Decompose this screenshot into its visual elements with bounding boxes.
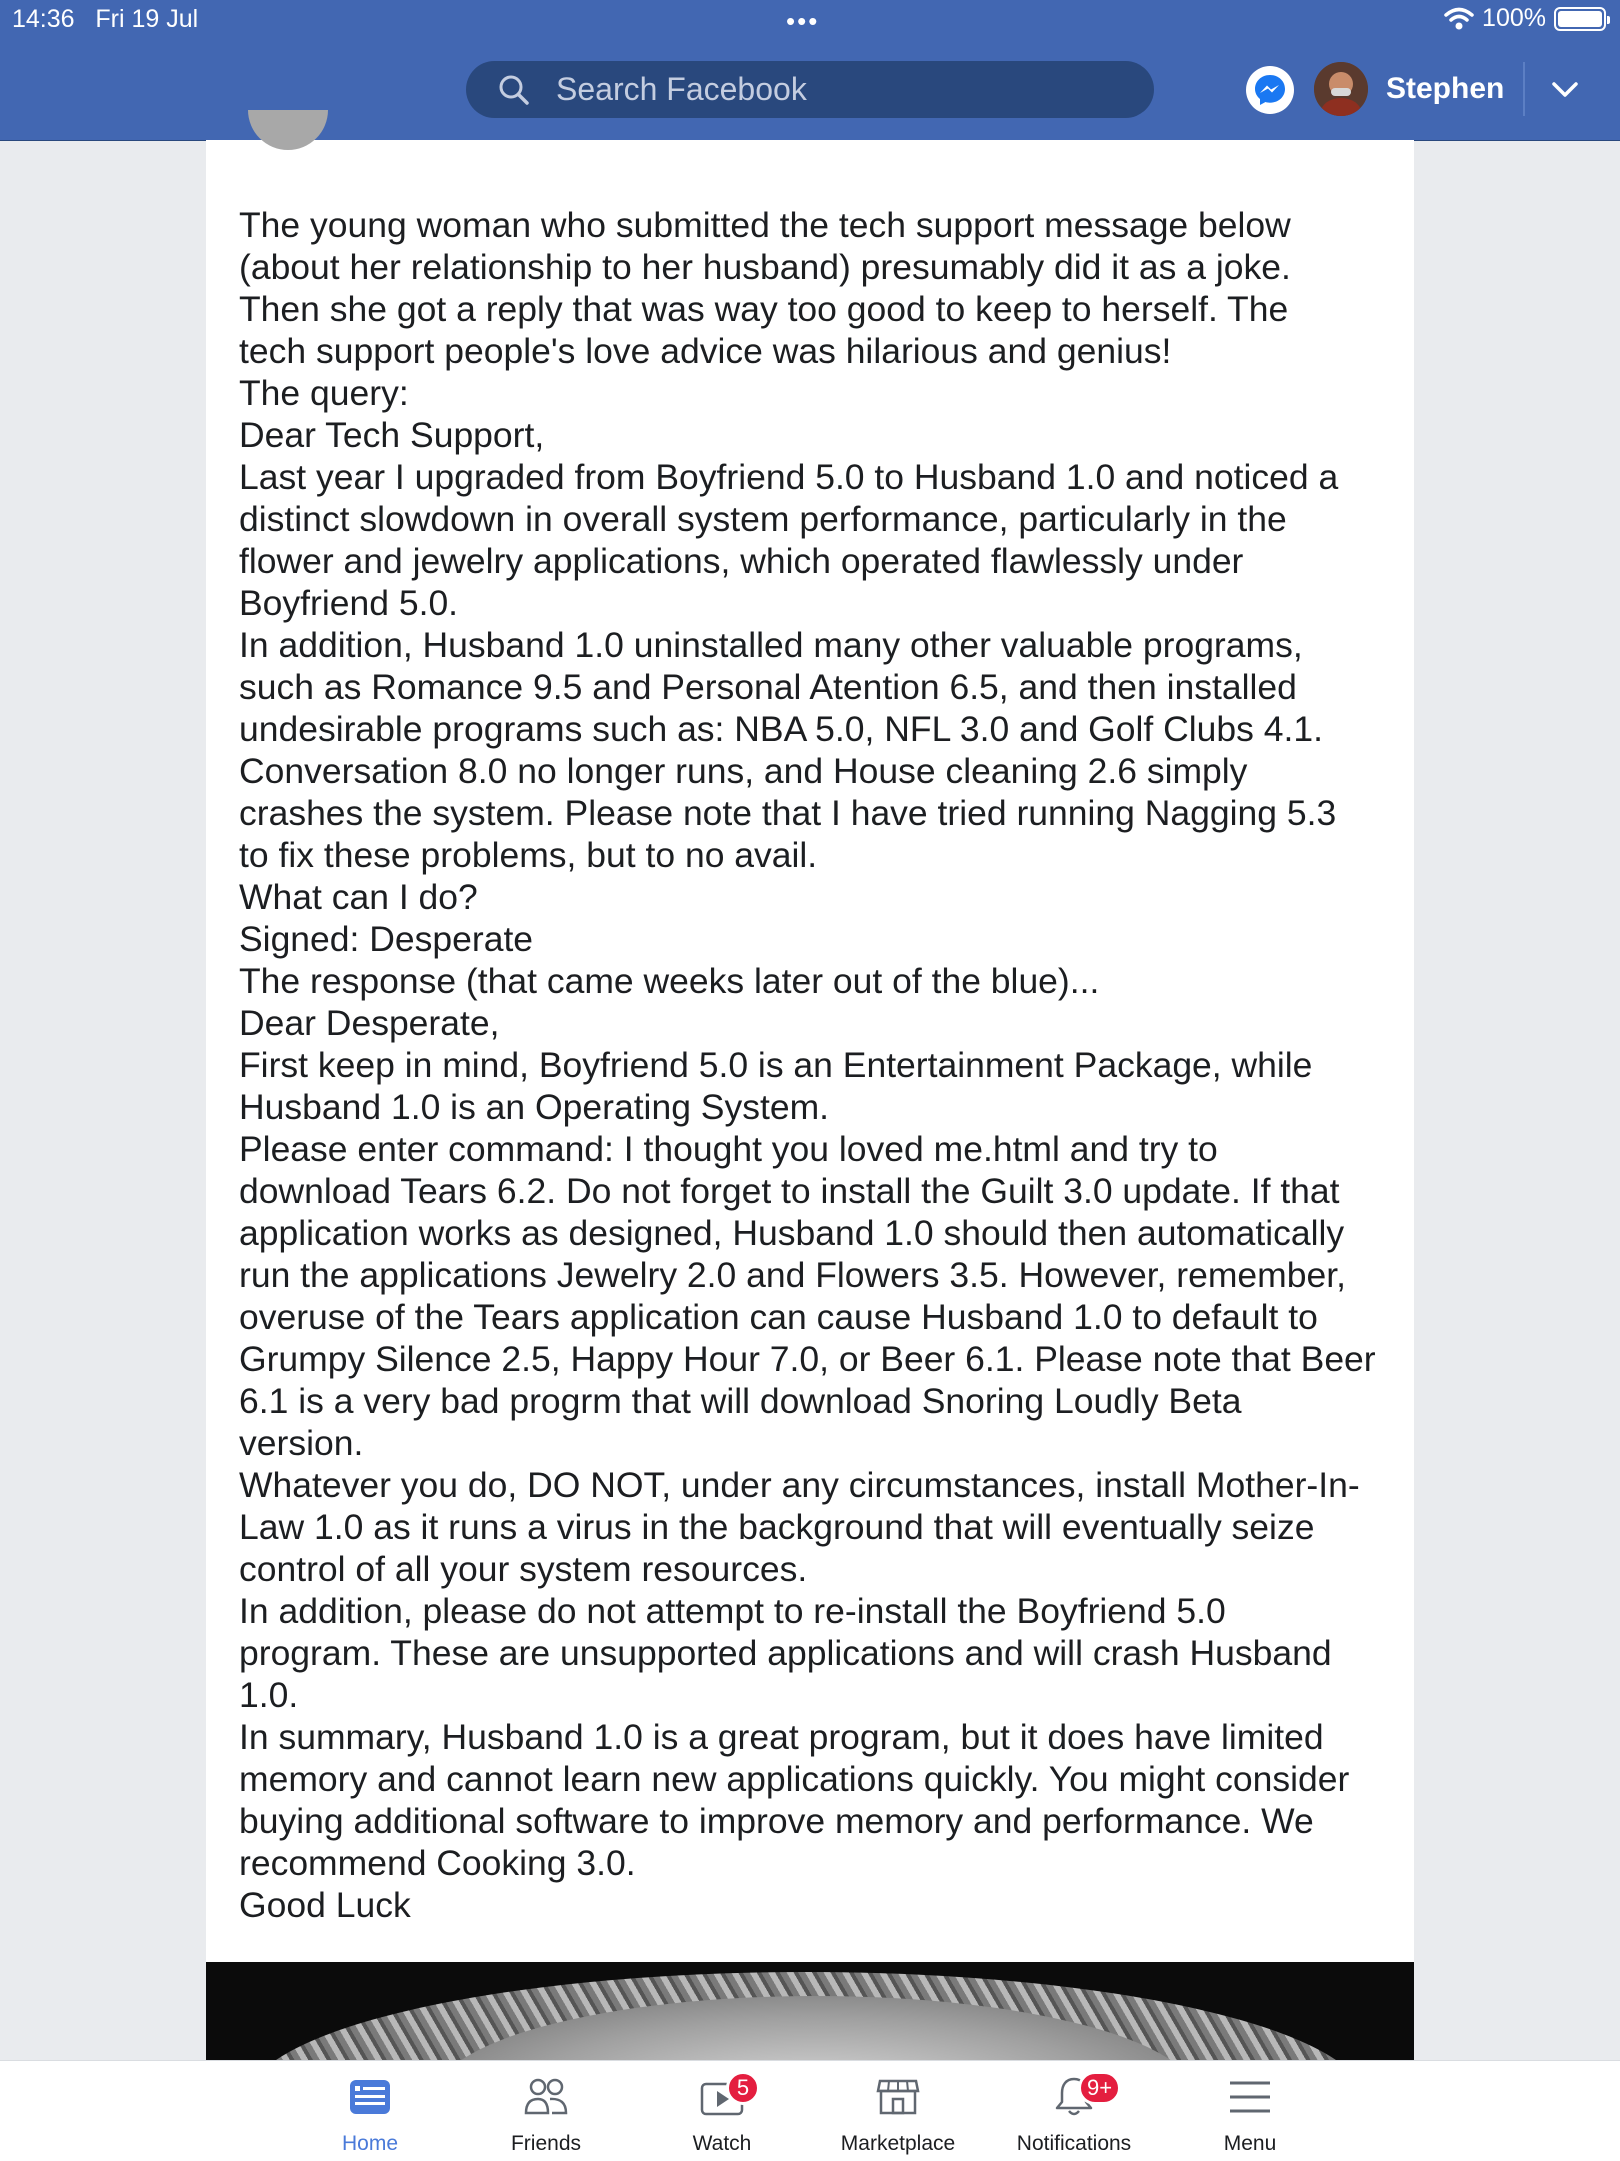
- bottom-tab-bar: [0, 2060, 1620, 2161]
- post-text-line: Conversation 8.0 no longer runs, and House cleaning 2.6 simply: [239, 751, 1248, 791]
- post-text: [239, 162, 1389, 2062]
- tab-home[interactable]: [282, 2061, 458, 2161]
- post-author-avatar[interactable]: [248, 110, 328, 150]
- post-text-line: recommend Cooking 3.0.: [239, 1843, 636, 1883]
- status-right: [1444, 4, 1606, 33]
- tab-friends[interactable]: [458, 2061, 634, 2161]
- tab-marketplace[interactable]: [810, 2061, 986, 2161]
- status-bar: [0, 0, 1620, 40]
- watch-badge: 5: [726, 2071, 760, 2105]
- post-text-line: Whatever you do, DO NOT, under any circumstances, install Mother-In-: [239, 1465, 1360, 1505]
- post-text-line: distinct slowdown in overall system performance, particularly in the: [239, 499, 1287, 539]
- username-link[interactable]: Stephen: [1386, 72, 1505, 105]
- tab-label: Notifications: [1016, 2132, 1132, 2155]
- post-text-line: such as Romance 9.5 and Personal Atention 6.5, and then installed: [239, 667, 1297, 707]
- status-date: Fri 19 Jul: [95, 5, 199, 33]
- post-text-line: program. These are unsupported applications and will crash Husband: [239, 1633, 1332, 1673]
- marketplace-icon: [876, 2075, 920, 2119]
- tab-menu[interactable]: [1162, 2061, 1338, 2161]
- post-photo[interactable]: [206, 1962, 1414, 2060]
- multitask-dots[interactable]: •••: [786, 6, 820, 36]
- search-bar[interactable]: [466, 61, 1154, 118]
- battery-icon: [1554, 7, 1606, 31]
- post-text-line: Good Luck: [239, 1885, 411, 1925]
- header-divider: [1523, 62, 1525, 116]
- search-input[interactable]: [554, 70, 1118, 109]
- post-text-line: Then she got a reply that was way too good to keep to herself. The: [239, 289, 1289, 329]
- post-text-line: crashes the system. Please note that I have tried running Nagging 5.3: [239, 793, 1337, 833]
- battery-percent: 100%: [1482, 4, 1546, 32]
- post-text-line: Husband 1.0 is an Operating System.: [239, 1087, 830, 1127]
- messenger-icon: [1252, 72, 1288, 108]
- post-text-line: Boyfriend 5.0.: [239, 583, 459, 623]
- post-text-line: In addition, please do not attempt to re-install the Boyfriend 5.0: [239, 1591, 1226, 1631]
- post-text-line: The young woman who submitted the tech support message below: [239, 205, 1291, 245]
- tab-notifications[interactable]: [986, 2061, 1162, 2161]
- post-body: [239, 204, 1389, 1926]
- post-text-line: First keep in mind, Boyfriend 5.0 is an Entertainment Package, while: [239, 1045, 1313, 1085]
- top-header: [0, 0, 1620, 141]
- chevron-down-icon[interactable]: [1548, 76, 1582, 104]
- post-text-line: application works as designed, Husband 1.0 should then automatically: [239, 1213, 1345, 1253]
- post-text-line: In addition, Husband 1.0 uninstalled many other valuable programs,: [239, 625, 1303, 665]
- friends-icon: [524, 2075, 568, 2119]
- post-text-line: Please enter command: I thought you loved me.html and try to: [239, 1129, 1218, 1169]
- tab-label: Home: [341, 2132, 399, 2155]
- avatar[interactable]: [1314, 62, 1368, 116]
- post-text-line: Grumpy Silence 2.5, Happy Hour 7.0, or Beer 6.1. Please note that Beer: [239, 1339, 1376, 1379]
- post-text-line: to fix these problems, but to no avail.: [239, 835, 818, 875]
- post-card: [206, 140, 1414, 2060]
- post-text-line: Last year I upgraded from Boyfriend 5.0 to Husband 1.0 and noticed a: [239, 457, 1339, 497]
- post-text-line: In summary, Husband 1.0 is a great program, but it does have limited: [239, 1717, 1324, 1757]
- tab-watch[interactable]: [634, 2061, 810, 2161]
- post-text-line: overuse of the Tears application can cause Husband 1.0 to default to: [239, 1297, 1318, 1337]
- post-text-line: tech support people's love advice was hilarious and genius!: [239, 331, 1172, 371]
- post-text-line: The response (that came weeks later out of the blue)...: [239, 961, 1100, 1001]
- home-icon: [348, 2075, 392, 2119]
- post-text-line: 1.0.: [239, 1675, 299, 1715]
- search-icon: [498, 74, 530, 106]
- post-text-line: 6.1 is a very bad progrm that will download Snoring Loudly Beta: [239, 1381, 1242, 1421]
- notifications-badge: 9+: [1078, 2071, 1121, 2105]
- post-text-line: download Tears 6.2. Do not forget to install the Guilt 3.0 update. If that: [239, 1171, 1340, 1211]
- post-text-line: Signed: Desperate: [239, 919, 534, 959]
- messenger-button[interactable]: [1246, 66, 1294, 114]
- post-text-line: Law 1.0 as it runs a virus in the background that will eventually seize: [239, 1507, 1315, 1547]
- menu-icon: [1228, 2075, 1272, 2119]
- tab-label: Marketplace: [840, 2132, 956, 2155]
- post-text-line: (about her relationship to her husband) presumably did it as a joke.: [239, 247, 1291, 287]
- post-text-line: The query:: [239, 373, 409, 413]
- post-text-line: Dear Desperate,: [239, 1003, 500, 1043]
- post-text-line: flower and jewelry applications, which operated flawlessly under: [239, 541, 1244, 581]
- post-text-line: Dear Tech Support,: [239, 415, 545, 455]
- post-text-line: buying additional software to improve memory and performance. We: [239, 1801, 1314, 1841]
- post-text-line: memory and cannot learn new applications quickly. You might consider: [239, 1759, 1350, 1799]
- status-time: 14:36 Fri 19 Jul: [12, 5, 199, 33]
- post-text-line: version.: [239, 1423, 364, 1463]
- post-text-line: control of all your system resources.: [239, 1549, 808, 1589]
- tab-label: Watch: [692, 2132, 752, 2155]
- avatar-photo: [1314, 62, 1368, 116]
- post-text-line: run the applications Jewelry 2.0 and Flowers 3.5. However, remember,: [239, 1255, 1346, 1295]
- wifi-icon: [1444, 7, 1474, 31]
- post-text-line: What can I do?: [239, 877, 478, 917]
- tab-label: Friends: [510, 2132, 582, 2155]
- post-text-line: undesirable programs such as: NBA 5.0, NFL 3.0 and Golf Clubs 4.1.: [239, 709, 1323, 749]
- tab-label: Menu: [1223, 2132, 1277, 2155]
